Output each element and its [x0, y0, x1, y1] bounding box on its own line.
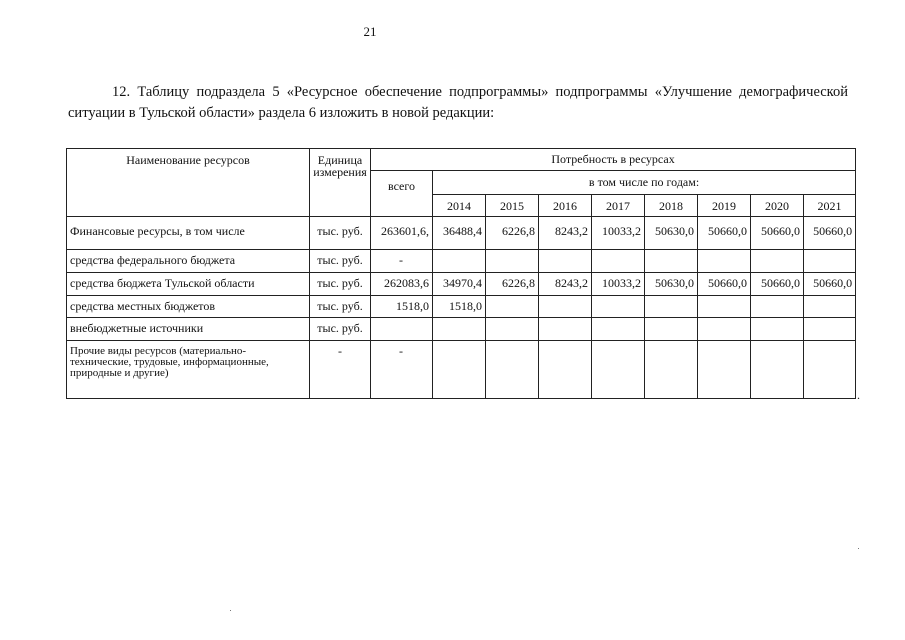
end-mark: . — [857, 388, 860, 402]
row-year-value: 36488,4 — [433, 217, 486, 250]
row-unit: тыс. руб. — [310, 217, 371, 250]
header-year: 2019 — [698, 195, 751, 217]
intro-line-1: 12. Таблицу подраздела 5 «Ресурсное обеспечение подпрограммы» подпрограммы «Улучшение демографической — [112, 84, 848, 100]
scan-speck — [858, 548, 859, 549]
intro-paragraph — [68, 82, 848, 124]
row-name: Прочие виды ресурсов (материально-технические, трудовые, информационные, природные и другие) — [67, 341, 310, 399]
header-year: 2020 — [751, 195, 804, 217]
row-year-value — [804, 250, 856, 273]
row-year-value — [539, 250, 592, 273]
row-year-value: 50660,0 — [698, 217, 751, 250]
row-year-value — [539, 341, 592, 399]
row-year-value: 10033,2 — [592, 217, 645, 250]
row-year-value: 8243,2 — [539, 273, 592, 296]
row-year-value: 6226,8 — [486, 217, 539, 250]
row-total: 263601,6, — [371, 217, 433, 250]
row-year-value — [698, 318, 751, 341]
intro-line-2: ситуации в Тульской области» раздела 6 изложить в новой редакции: — [68, 105, 495, 121]
row-year-value: 50660,0 — [698, 273, 751, 296]
header-need: Потребность в ресурсах — [371, 149, 856, 171]
row-unit: тыс. руб. — [310, 296, 371, 318]
row-total: - — [371, 250, 433, 273]
row-year-value: 50660,0 — [804, 217, 856, 250]
row-year-value — [592, 296, 645, 318]
row-unit: - — [310, 341, 371, 399]
row-year-value: 6226,8 — [486, 273, 539, 296]
header-year: 2021 — [804, 195, 856, 217]
row-year-value: 1518,0 — [433, 296, 486, 318]
row-year-value: 10033,2 — [592, 273, 645, 296]
row-year-value — [751, 341, 804, 399]
row-year-value — [433, 318, 486, 341]
header-year: 2014 — [433, 195, 486, 217]
header-total: всего — [371, 171, 433, 217]
row-year-value — [486, 296, 539, 318]
row-year-value: 34970,4 — [433, 273, 486, 296]
row-year-value — [804, 341, 856, 399]
row-name: внебюджетные источники — [67, 318, 310, 341]
row-year-value — [645, 296, 698, 318]
row-year-value: 50630,0 — [645, 217, 698, 250]
row-name: Финансовые ресурсы, в том числе — [67, 217, 310, 250]
row-total: 1518,0 — [371, 296, 433, 318]
row-total: 262083,6 — [371, 273, 433, 296]
table-row — [67, 318, 856, 341]
header-year: 2015 — [486, 195, 539, 217]
row-total: - — [371, 341, 433, 399]
row-year-value — [698, 250, 751, 273]
row-year-value — [592, 250, 645, 273]
row-year-value — [645, 341, 698, 399]
row-year-value — [751, 318, 804, 341]
header-by-years: в том числе по годам: — [433, 171, 856, 195]
header-unit: Единица измерения — [310, 149, 371, 217]
row-unit: тыс. руб. — [310, 250, 371, 273]
row-year-value — [751, 296, 804, 318]
row-year-value — [645, 318, 698, 341]
row-year-value: 50660,0 — [751, 273, 804, 296]
header-name: Наименование ресурсов — [67, 149, 310, 217]
row-year-value — [433, 250, 486, 273]
table-row — [67, 273, 856, 296]
row-name: средства федерального бюджета — [67, 250, 310, 273]
row-year-value — [592, 341, 645, 399]
row-name: средства бюджета Тульской области — [67, 273, 310, 296]
header-year: 2018 — [645, 195, 698, 217]
row-year-value: 8243,2 — [539, 217, 592, 250]
page-number: 21 — [363, 24, 377, 39]
row-year-value — [486, 341, 539, 399]
row-year-value — [804, 296, 856, 318]
row-year-value — [645, 250, 698, 273]
row-year-value — [486, 250, 539, 273]
table-row — [67, 250, 856, 273]
row-unit: тыс. руб. — [310, 318, 371, 341]
header-year: 2016 — [539, 195, 592, 217]
row-year-value — [804, 318, 856, 341]
row-year-value: 50630,0 — [645, 273, 698, 296]
row-year-value — [751, 250, 804, 273]
row-year-value — [698, 296, 751, 318]
row-total — [371, 318, 433, 341]
row-year-value — [539, 318, 592, 341]
header-year: 2017 — [592, 195, 645, 217]
scan-speck — [230, 610, 231, 611]
row-name: средства местных бюджетов — [67, 296, 310, 318]
row-year-value — [486, 318, 539, 341]
row-year-value: 50660,0 — [804, 273, 856, 296]
row-year-value — [539, 296, 592, 318]
row-unit: тыс. руб. — [310, 273, 371, 296]
table-row — [67, 296, 856, 318]
table-row — [67, 341, 856, 399]
row-year-value — [433, 341, 486, 399]
table-row — [67, 217, 856, 250]
resources-table — [66, 148, 856, 399]
row-year-value — [592, 318, 645, 341]
row-year-value — [698, 341, 751, 399]
row-year-value: 50660,0 — [751, 217, 804, 250]
